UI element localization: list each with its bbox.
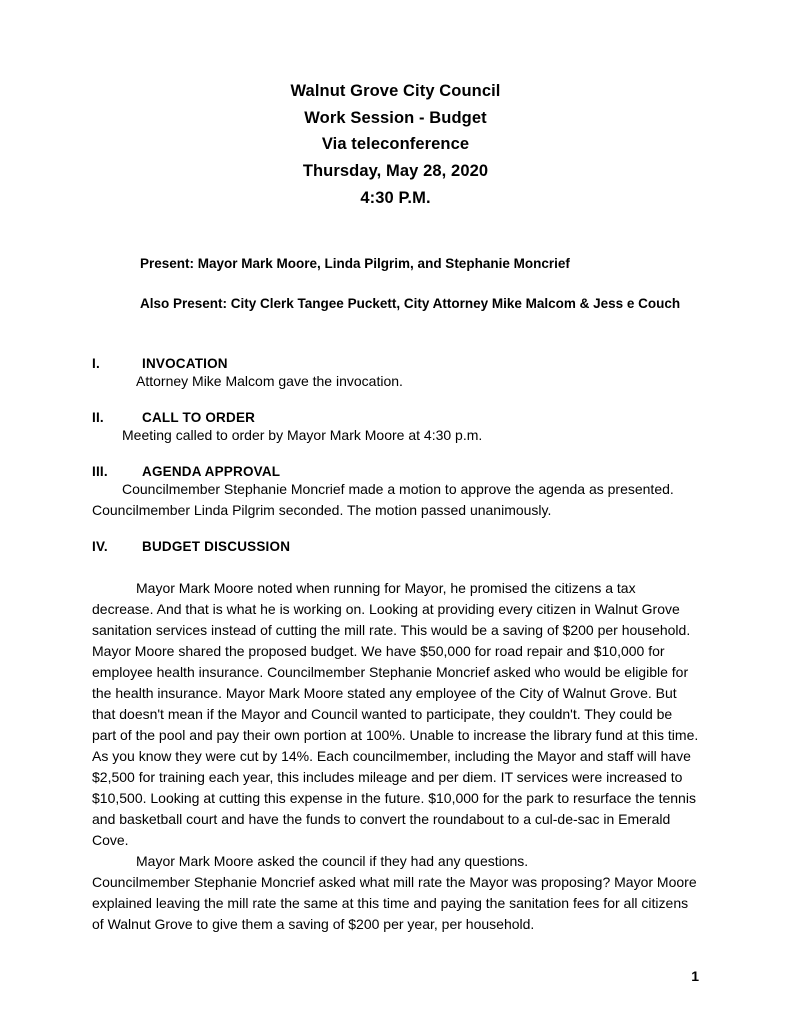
attendance-present: Present: Mayor Mark Moore, Linda Pilgrim, and Stephanie Moncrief xyxy=(140,255,570,271)
attendance-block xyxy=(92,254,699,315)
header-line-1: Walnut Grove City Council xyxy=(290,82,501,100)
budget-paragraph-1: Mayor Mark Moore noted when running for Mayor, he promised the citizens a tax decrease. And that is what he is working on. Looking at providing every citizen in Walnut Grove sanitation services instead of cutting the mill rate. This would be a saving of $200 per household. Mayor Moore shared the proposed budget. We have $50,000 for road repair and $10,000 for employee health insurance. Councilmember Stephanie Moncrief asked who would be eligible for the health insurance. Mayor Mark Moore stated any employee of the City of Walnut Grove. But that doesn't mean if the Mayor and Council wanted to participate, they couldn't. They could be part of the pool and pay their own portion at 100%. Unable to increase the library fund at this time. As you know they were cut by 14%. Each councilmember, including the Mayor and staff will have $2,500 for training each year, this includes mileage and per diem. IT services were increased to $10,500. Looking at cutting this expense in the future. $10,000 for the park to resurface the tennis and basketball court and have the funds to convert the roundabout to a cul-de-sac in Emerald Cove. xyxy=(92,580,699,849)
section-title: BUDGET DISCUSSION xyxy=(142,539,291,555)
section-number: IV. xyxy=(92,539,108,555)
section-heading xyxy=(92,410,699,425)
header-line-2: Work Session - Budget xyxy=(304,108,487,127)
header-line-5: 4:30 P.M. xyxy=(360,188,431,207)
header-line-3: Via teleconference xyxy=(321,135,470,154)
header-line-4: Thursday, May 28, 2020 xyxy=(302,162,489,181)
section-agenda-approval xyxy=(92,464,699,521)
section-number: I. xyxy=(92,356,100,372)
section-call-to-order xyxy=(92,410,699,446)
section-number: II. xyxy=(92,410,104,426)
section-title: INVOCATION xyxy=(142,356,228,372)
budget-paragraph-2: Mayor Mark Moore asked the council if they had any questions. xyxy=(136,853,529,870)
section-body: Meeting called to order by Mayor Mark Moore at 4:30 p.m. xyxy=(122,427,483,444)
section-heading xyxy=(92,539,699,554)
section-budget-discussion xyxy=(92,539,699,935)
attendance-also-present: Also Present: City Clerk Tangee Puckett, City Attorney Mike Malcom & Jess e Couch xyxy=(140,295,681,311)
page-number: 1 xyxy=(691,968,699,984)
section-title: AGENDA APPROVAL xyxy=(142,464,281,480)
budget-paragraph-3: Councilmember Stephanie Moncrief asked what mill rate the Mayor was proposing? Mayor Moore explained leaving the mill rate the same at this time and paying the sanitation fees for all citizens of Walnut Grove to give them a saving of $200 per year, per household. xyxy=(92,874,697,933)
document-header xyxy=(92,78,699,212)
section-invocation xyxy=(92,356,699,392)
section-body: Attorney Mike Malcom gave the invocation. xyxy=(136,373,403,390)
section-heading xyxy=(92,356,699,371)
budget-discussion-body xyxy=(92,578,699,935)
section-title: CALL TO ORDER xyxy=(142,410,256,426)
section-list xyxy=(92,356,699,935)
section-number: III. xyxy=(92,464,108,480)
section-body: Councilmember Stephanie Moncrief made a motion to approve the agenda as presented. Councilmember Linda Pilgrim seconded. The motion passed unanimously. xyxy=(92,481,674,519)
section-heading xyxy=(92,464,699,479)
